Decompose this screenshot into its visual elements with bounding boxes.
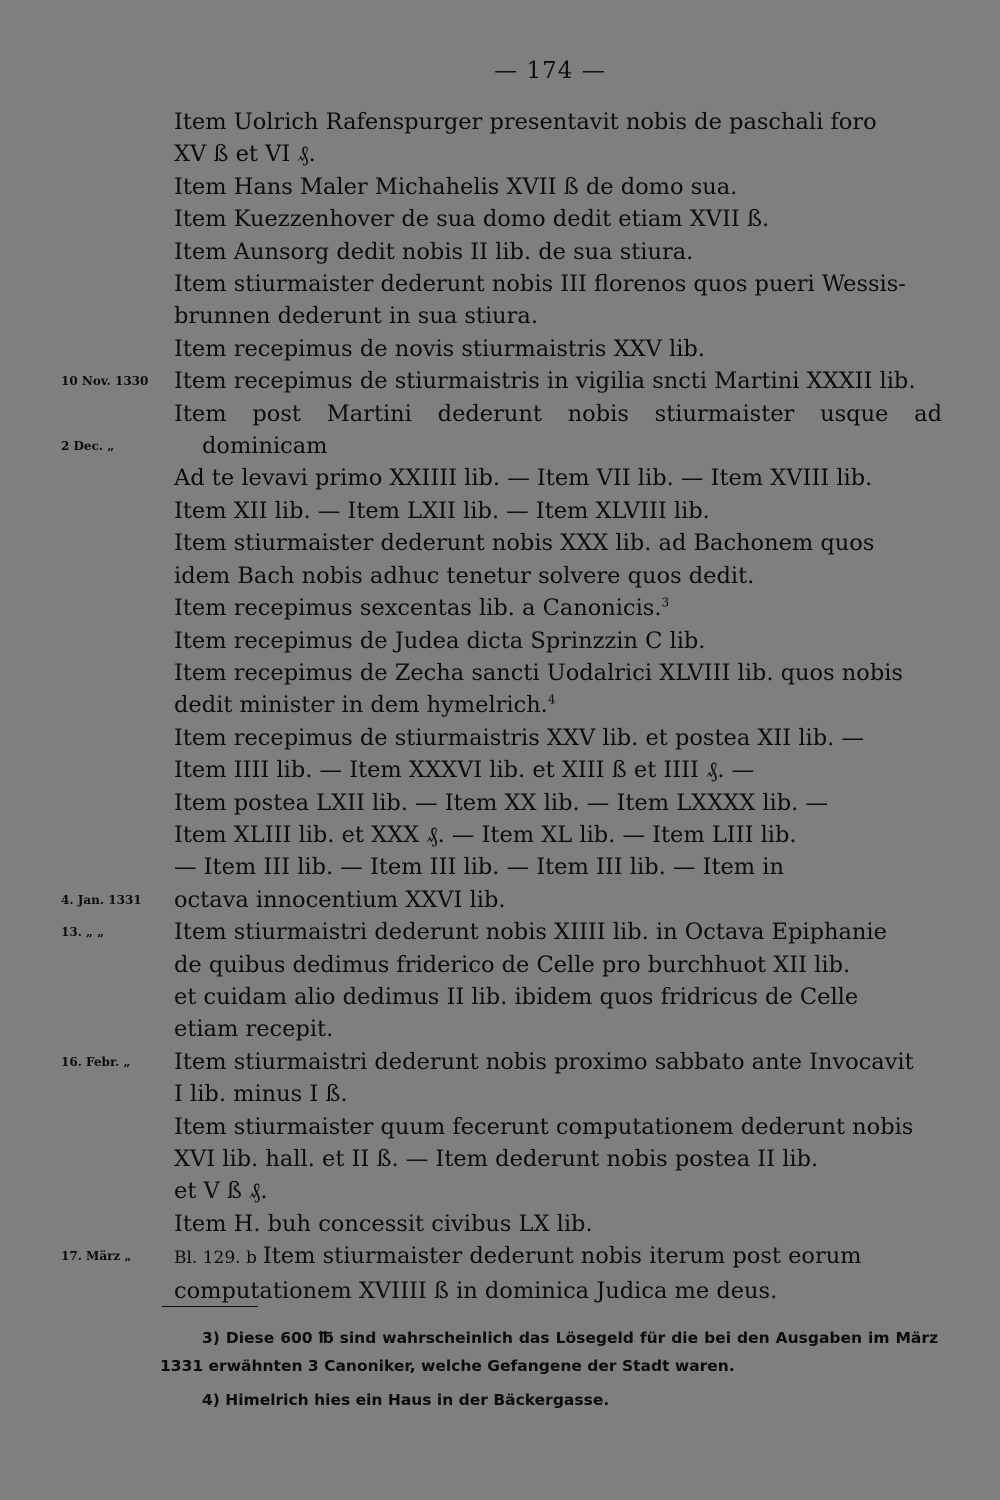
entry-line <box>174 560 942 592</box>
ledger-entry <box>174 106 942 171</box>
margin-date: 10 Nov. 1330 <box>61 374 149 389</box>
entry-line <box>174 754 942 786</box>
entry-line <box>174 916 942 948</box>
ledger-entry <box>174 236 942 268</box>
entry-line <box>174 949 942 981</box>
entry-line <box>174 884 942 916</box>
entry-text: Item H. buh concessit civibus LX lib. <box>174 1210 593 1237</box>
entry-line <box>174 592 942 624</box>
footnotes <box>160 1324 938 1414</box>
ledger-entry <box>61 365 942 397</box>
entry-text: Item postea LXII lib. — Item XX lib. — Item LXXXX lib. — <box>174 789 828 816</box>
entry-text: brunnen dederunt in sua stiura. <box>174 303 538 330</box>
entry-text: computationem XVIIII ß in dominica Judica me deus. <box>174 1277 778 1304</box>
entry-line <box>174 1275 942 1307</box>
entry-line <box>174 398 942 463</box>
entry-line <box>174 1208 942 1240</box>
margin-date: 17. März „ <box>61 1249 132 1264</box>
ledger-entry <box>174 592 942 624</box>
entry-line <box>174 106 942 138</box>
footnote-rule <box>162 1306 258 1307</box>
entry-text: idem Bach nobis adhuc tenetur solvere quos dedit. <box>174 562 755 589</box>
entry-line <box>174 1143 942 1175</box>
entry-text: Item recepimus sexcentas lib. a Canonicis. <box>174 595 662 622</box>
entry-text: Ad te levavi primo XXIIII lib. — Item VII lib. — Item XVIII lib. <box>174 465 873 492</box>
entry-line <box>174 495 942 527</box>
entry-line <box>174 1175 942 1207</box>
ledger-entries <box>61 106 942 1307</box>
margin-date: 16. Febr. „ <box>61 1054 131 1069</box>
entry-line <box>174 787 942 819</box>
entry-text: et V ß ₰. <box>174 1178 268 1205</box>
entry-line <box>174 722 942 754</box>
entry-line <box>174 203 942 235</box>
entry-text: Item post Martini dederunt nobis stiurmaister usque ad dominicam <box>174 400 942 460</box>
page-number: — 174 — <box>494 58 606 84</box>
entry-text: Item recepimus de novis stiurmaistris XXV lib. <box>174 335 705 362</box>
ledger-entry <box>61 1046 942 1111</box>
ledger-entry <box>174 171 942 203</box>
entry-text: etiam recepit. <box>174 1016 334 1043</box>
entry-line <box>174 657 942 689</box>
entry-text: Item Uolrich Rafenspurger presentavit nobis de paschali foro <box>174 109 877 135</box>
ledger-entry <box>174 657 942 722</box>
entry-line <box>174 462 942 494</box>
entry-text: Item stiurmaister dederunt nobis III florenos quos pueri Wessis- <box>174 271 906 298</box>
entry-line <box>174 333 942 365</box>
entry-text: Item IIII lib. — Item XXXVI lib. et XIII ß et IIII ₰. — <box>174 757 755 784</box>
entry-text: Item stiurmaister quum fecerunt computationem dederunt nobis <box>174 1113 914 1140</box>
ledger-entry <box>174 625 942 657</box>
margin-date: 2 Dec. „ <box>61 439 115 454</box>
entry-text: — Item III lib. — Item III lib. — Item III lib. — Item in <box>174 854 784 881</box>
entry-text: Item recepimus de Judea dicta Sprinzzin C lib. <box>174 627 706 654</box>
ledger-entry <box>61 916 942 1046</box>
entry-line <box>174 138 942 170</box>
entry-line <box>174 1111 942 1143</box>
entry-text: Item stiurmaistri dederunt nobis XIIII lib. in Octava Epiphanie <box>174 919 887 946</box>
entry-text: Item XII lib. — Item LXII lib. — Item XLVIII lib. <box>174 497 710 524</box>
ledger-entry <box>61 1240 942 1307</box>
entry-line <box>174 689 942 721</box>
entry-text: Item XLIII lib. et XXX ₰. — Item XL lib. — Item LIII lib. <box>174 821 797 848</box>
entry-line <box>174 527 942 559</box>
entry-text: Item Kuezzenhover de sua domo dedit etiam XVII ß. <box>174 206 770 233</box>
entry-text: et cuidam alio dedimus II lib. ibidem quos fridricus de Celle <box>174 983 859 1010</box>
margin-date: 4. Jan. 1331 <box>61 892 142 907</box>
entry-line <box>174 981 942 1013</box>
entry-text: Item recepimus de stiurmaistris XXV lib. et postea XII lib. — <box>174 724 864 751</box>
ledger-entry <box>61 722 942 916</box>
entry-text: I lib. minus I ß. <box>174 1081 348 1108</box>
footnote-marker: 4 <box>547 692 556 707</box>
entry-text: Item stiurmaister dederunt nobis XXX lib. ad Bachonem quos <box>174 530 875 557</box>
entry-text: Item Aunsorg dedit nobis II lib. de sua stiura. <box>174 238 694 265</box>
ledger-entry <box>174 527 942 592</box>
entry-line <box>174 1046 942 1078</box>
entry-line <box>174 819 942 851</box>
entry-text: Item stiurmaister dederunt nobis iterum post eorum <box>262 1243 862 1270</box>
footnote-marker: 3 <box>661 595 670 610</box>
footnote-3: 3) Diese 600 ℔ sind wahrscheinlich das Lösegeld für die bei den Ausgaben im März 1331 erwähnten 3 Canoniker, welche Gefangene der Stadt waren. <box>160 1329 938 1375</box>
entry-line <box>174 1078 942 1110</box>
entry-text: Item Hans Maler Michahelis XVII ß de domo sua. <box>174 173 738 200</box>
entry-line <box>174 365 942 397</box>
ledger-entry <box>174 203 942 235</box>
ledger-entry <box>174 268 942 333</box>
entry-text: XV ß et VI ₰. <box>174 141 316 168</box>
entry-line <box>174 851 942 883</box>
entry-line <box>174 300 942 332</box>
entry-text: dedit minister in dem hymelrich. <box>174 692 548 719</box>
ledger-entry <box>174 1111 942 1208</box>
entry-line <box>174 1013 942 1045</box>
entry-text: Item stiurmaistri dederunt nobis proximo sabbato ante Invocavit <box>174 1048 914 1075</box>
ledger-entry <box>174 1208 942 1240</box>
entry-text: Item recepimus de stiurmaistris in vigilia sncti Martini XXXII lib. <box>174 368 916 395</box>
entry-text: Item recepimus de Zecha sancti Uodalrici XLVIII lib. quos nobis <box>174 659 903 686</box>
entry-text: XVI lib. hall. et II ß. — Item dederunt nobis postea II lib. <box>174 1146 819 1172</box>
ledger-entry <box>174 333 942 365</box>
folio-reference: Bl. 129. b <box>174 1248 257 1269</box>
entry-line <box>174 236 942 268</box>
entry-text: octava innocentium XXVI lib. <box>174 886 506 913</box>
entry-line <box>174 625 942 657</box>
entry-text: de quibus dedimus friderico de Celle pro burchhuot XII lib. <box>174 951 851 978</box>
entry-line <box>174 268 942 300</box>
entry-line <box>174 171 942 203</box>
footnote-4: 4) Himelrich hies ein Haus in der Bäckergasse. <box>202 1391 610 1409</box>
margin-date: 13. „ „ <box>61 925 105 940</box>
entry-line <box>174 1240 942 1274</box>
ledger-entry <box>61 398 942 528</box>
